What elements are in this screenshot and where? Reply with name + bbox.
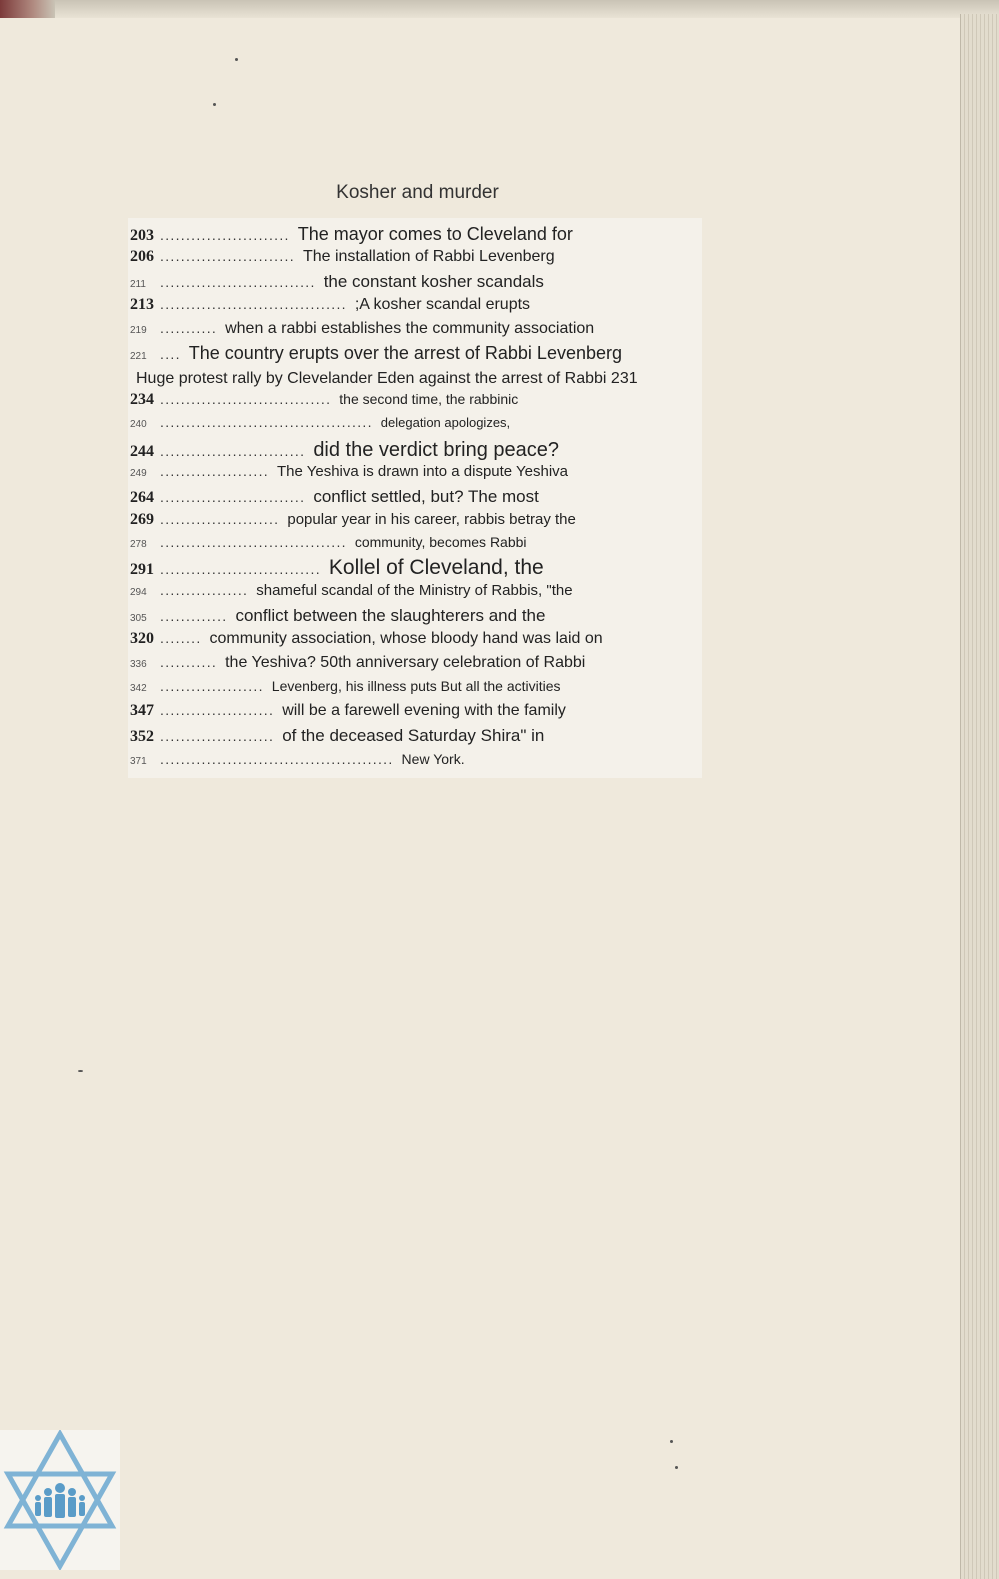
toc-entry bbox=[130, 582, 700, 604]
entry-title: delegation apologizes, bbox=[380, 415, 511, 430]
toc-entry bbox=[130, 343, 700, 365]
page-number: 211 bbox=[130, 279, 146, 290]
leader-dots: .................... bbox=[160, 678, 264, 694]
entry-title: when a rabbi establishes the community association bbox=[225, 320, 595, 337]
entry-title: shameful scandal of the Ministry of Rabbis, "the bbox=[256, 582, 573, 599]
toc-entry bbox=[130, 272, 700, 294]
entry-title: did the verdict bring peace? bbox=[313, 439, 560, 461]
page-number: 371 bbox=[130, 756, 147, 767]
entry-title: community, becomes Rabbi bbox=[354, 534, 527, 550]
leader-dots: .................................... bbox=[160, 534, 347, 550]
toc-entry bbox=[130, 414, 700, 436]
page-title: Kosher and murder bbox=[336, 182, 499, 203]
page-number: 320 bbox=[130, 630, 154, 647]
toc-entry bbox=[130, 678, 700, 700]
toc-entry bbox=[130, 702, 700, 724]
leader-dots: ......................... bbox=[160, 227, 290, 243]
toc-entry bbox=[130, 296, 700, 318]
toc-entry bbox=[130, 654, 700, 676]
leader-dots: ...................... bbox=[160, 702, 275, 718]
spine-mark bbox=[0, 0, 55, 18]
page-number: 269 bbox=[130, 511, 154, 528]
page-number: 206 bbox=[130, 248, 154, 265]
toc-entry bbox=[130, 439, 700, 461]
leader-dots: ................................. bbox=[160, 391, 332, 407]
toc-entry-full-line: Huge protest rally by Clevelander Eden against the arrest of Rabbi 231 bbox=[136, 370, 638, 387]
page-number: 213 bbox=[130, 296, 154, 313]
leader-dots: .......................... bbox=[160, 248, 295, 264]
toc-entry bbox=[130, 320, 700, 342]
entry-title: will be a farewell evening with the family bbox=[282, 702, 566, 719]
leader-dots: .... bbox=[160, 346, 181, 362]
entry-title: the second time, the rabbinic bbox=[339, 391, 519, 407]
entry-title: The Yeshiva is drawn into a dispute Yeshiva bbox=[276, 463, 569, 480]
leader-dots: .................................... bbox=[160, 296, 347, 312]
page-number: 249 bbox=[130, 468, 147, 479]
toc-entry bbox=[130, 630, 700, 652]
toc-entry bbox=[130, 606, 700, 628]
leader-dots: ..................... bbox=[160, 463, 269, 479]
leader-dots: ............................ bbox=[160, 443, 306, 459]
leader-dots: ........... bbox=[160, 320, 218, 336]
leader-dots: ............................ bbox=[160, 489, 306, 505]
page-number: 278 bbox=[130, 539, 147, 550]
leader-dots: ........... bbox=[160, 654, 218, 670]
page-number: 294 bbox=[130, 587, 147, 598]
entry-title: ;A kosher scandal erupts bbox=[354, 296, 531, 313]
page-number: 305 bbox=[130, 613, 147, 624]
entry-title: the Yeshiva? 50th anniversary celebration of Rabbi bbox=[225, 654, 586, 671]
toc-entry bbox=[130, 463, 700, 485]
toc-entry bbox=[130, 556, 700, 582]
toc-entry bbox=[130, 726, 700, 748]
entry-title: community association, whose bloody hand was laid on bbox=[209, 630, 603, 647]
entry-title: conflict settled, but? The most bbox=[313, 487, 539, 506]
page-top-edge bbox=[0, 0, 999, 18]
entry-title: Kollel of Cleveland, the bbox=[328, 556, 544, 579]
page-edges bbox=[960, 14, 999, 1579]
toc-entry bbox=[130, 751, 700, 773]
page-number: 342 bbox=[130, 683, 147, 694]
page-number: 240 bbox=[130, 419, 147, 430]
toc-entry bbox=[130, 391, 700, 413]
leader-dots: ......................................... bbox=[160, 414, 373, 430]
entry-title: of the deceased Saturday Shira" in bbox=[282, 726, 545, 745]
page-number: 234 bbox=[130, 391, 154, 408]
page-number: 352 bbox=[130, 728, 154, 745]
leader-dots: ........ bbox=[160, 630, 202, 646]
entry-title: The mayor comes to Cleveland for bbox=[297, 224, 573, 244]
page-number: 203 bbox=[130, 227, 154, 244]
speck bbox=[213, 103, 216, 106]
entry-title: The country erupts over the arrest of Rabbi Levenberg bbox=[188, 343, 623, 363]
leader-dots: ....................... bbox=[160, 511, 280, 527]
star-of-david-family-logo bbox=[0, 1430, 120, 1570]
page-number: 336 bbox=[130, 659, 147, 670]
speck bbox=[675, 1466, 678, 1469]
leader-dots: ...................... bbox=[160, 728, 275, 744]
leader-dots: .............................. bbox=[160, 274, 316, 290]
entry-title: New York. bbox=[401, 751, 465, 767]
leader-dots: ............................................. bbox=[160, 751, 394, 767]
toc-entry bbox=[130, 534, 700, 556]
entry-title: The installation of Rabbi Levenberg bbox=[302, 248, 555, 265]
entry-title: popular year in his career, rabbis betray the bbox=[287, 511, 576, 528]
page-number: 264 bbox=[130, 489, 154, 506]
page-number: 221 bbox=[130, 351, 147, 362]
entry-title: conflict between the slaughterers and the bbox=[235, 606, 546, 625]
leader-dots: ............................... bbox=[160, 561, 321, 577]
toc-entry bbox=[130, 248, 700, 270]
speck bbox=[670, 1440, 673, 1443]
leader-dots: ................. bbox=[160, 582, 249, 598]
page-number: 347 bbox=[130, 702, 154, 719]
page-number: 291 bbox=[130, 561, 154, 578]
speck bbox=[235, 58, 238, 61]
toc-entry bbox=[130, 224, 700, 246]
entry-title: the constant kosher scandals bbox=[323, 272, 544, 291]
toc-entry bbox=[130, 511, 700, 533]
leader-dots: ............. bbox=[160, 608, 228, 624]
page-number: 244 bbox=[130, 443, 154, 460]
toc-entry bbox=[130, 487, 700, 509]
entry-title: Levenberg, his illness puts But all the activities bbox=[271, 678, 561, 694]
page-number: 219 bbox=[130, 325, 147, 336]
speck bbox=[78, 1070, 83, 1072]
